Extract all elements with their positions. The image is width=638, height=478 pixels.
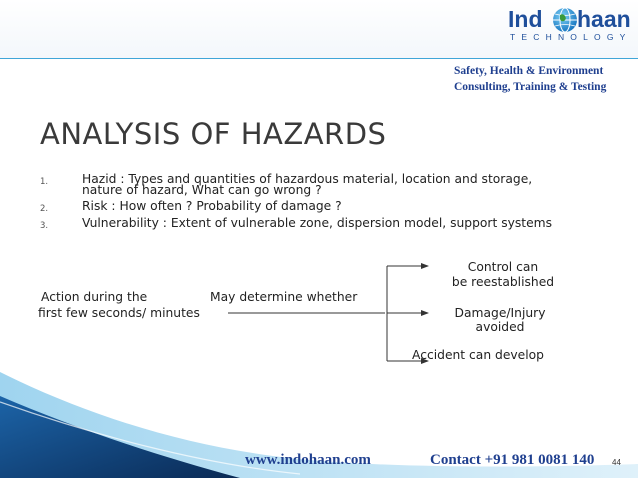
outcome-control-line-2: be reestablished (451, 275, 555, 289)
page-number: 44 (612, 458, 621, 467)
determine-label: May determine whether (210, 290, 358, 304)
logo-text-left: Ind (508, 6, 543, 32)
list-text-line-1: Hazid : Types and quantities of hazardous material, location and storage, (82, 172, 533, 186)
list-text: Risk : How often ? Probability of damage ? (82, 199, 342, 213)
outcome-accident: Accident can develop (412, 348, 544, 362)
footer-contact: Contact +91 981 0081 140 (430, 452, 595, 468)
action-label-line-1: Action during the (41, 290, 148, 304)
action-label-line-2: first few seconds/ minutes (38, 306, 200, 320)
list-number: 3. (40, 221, 49, 231)
logo-text-right: haan (577, 6, 631, 32)
outcome-control-line-1: Control can (467, 260, 539, 274)
list-text-line-2: nature of hazard, What can go wrong ? (82, 183, 322, 197)
outcome-damage-line-2: avoided (475, 320, 525, 334)
outcome-damage-line-1: Damage/Injury (454, 306, 546, 320)
list-number: 2. (40, 204, 49, 214)
footer-website: www.indohaan.com (245, 452, 371, 468)
list-number: 1. (40, 177, 49, 187)
tagline-line-1: Safety, Health & Environment (454, 65, 604, 77)
logo-subtext: TECHNOLOGY (510, 32, 632, 42)
list-text: Vulnerability : Extent of vulnerable zone, dispersion model, support systems (82, 216, 553, 230)
slide-title: ANALYSIS OF HAZARDS (40, 117, 387, 151)
tagline-line-2: Consulting, Training & Testing (454, 81, 607, 93)
